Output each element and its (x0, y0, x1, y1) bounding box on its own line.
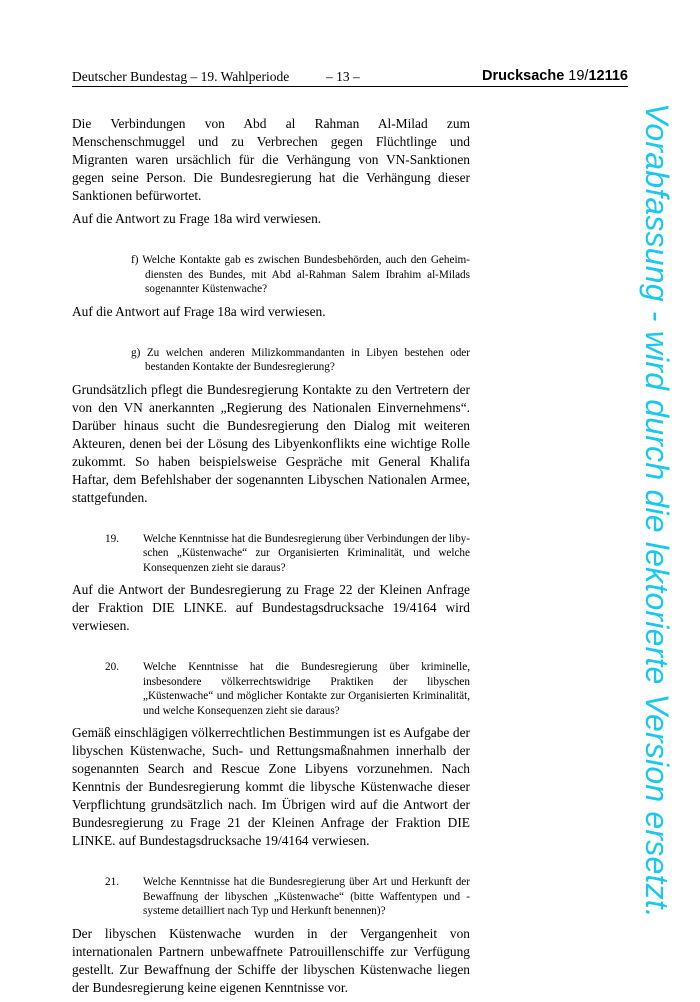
question-g: g) Zu welchen anderen Milizkommandanten in Libyen bestehen oder bestanden Kontakte der Bundesregierung? (131, 346, 470, 373)
header-rule (72, 86, 628, 87)
document-prefix: 19/ (568, 68, 589, 84)
answer-paragraph: Auf die Antwort auf Frage 18a wird verwiesen. (72, 303, 326, 319)
question-19 (105, 532, 470, 576)
question-20 (105, 660, 470, 718)
page-number: – 13 – (326, 69, 360, 84)
watermark-text: Vorabfassung - wird durch die lektorierte Version ersetzt. (638, 102, 675, 918)
question-text: Welche Kenntnisse hat die Bundesregierung über kriminelle, insbesondere völkerrechtswidrige Praktiken der libyschen „Küstenwache“ und möglicher Kontakte zur Organisierten Kriminalität, und welche Konsequenzen zieht sie daraus? (143, 661, 470, 717)
question-text: Welche Kenntnisse hat die Bundesregierung über Verbindungen der libyschen „Küstenwache“ zur Organisierten Kriminalität, und welche Konsequenzen zieht sie daraus? (143, 532, 470, 574)
header-parliament: Deutscher Bundestag – 19. Wahlperiode (72, 69, 290, 84)
answer-paragraph: Grundsätzlich pflegt die Bundesregierung Kontakte zu den Vertretern der von den VN anerkannten „Regierung des Nationalen Einvernehmens“. Darüber hinaus sucht die Bundesregierung den Dialog mit weiteren Akteuren, denen bei der Lösung des Libyenkonflikts eine wichtige Rolle zukommt. So haben beispielsweise Gespräche mit General Khalifa Haftar, dem Befehlshaber der sogenannten Libyschen Nationalen Armee, stattgefunden. (72, 381, 470, 505)
answer-paragraph: Auf die Antwort der Bundesregierung zu Frage 22 der Kleinen Anfrage der Fraktion DIE LINKE. auf Bundestagsdrucksache 19/4164 wird verwiesen. (72, 582, 470, 633)
question-f: f) Welche Kontakte gab es zwischen Bundesbehörden, auch den Geheimdiensten des Bundes, mit Abd al-Rahman Salem Ibrahim al-Milads sogenannter Küstenwache? (131, 254, 470, 295)
answer-paragraph: Gemäß einschlägigen völkerrechtlichen Bestimmungen ist es Aufgabe der libyschen Küstenwache, Such- und Rettungsmaßnahmen innerhalb der sogenannten Search and Rescue Zone Libyens vorzunehmen. Nach Kenntnis der Bundesregierung kommt die libysche Küstenwache dieser Verpflichtung grundsätzlich nach. Im Übrigen wird auf die Antwort der Bundesregierung zu Frage 21 der Kleinen Anfrage der Fraktion DIE LINKE. auf Bundestagsdrucksache 19/4164 verwiesen. (72, 725, 470, 848)
page-header (72, 67, 628, 87)
document-id: 12116 (588, 68, 628, 84)
answer-paragraph: Auf die Antwort zu Frage 18a wird verwiesen. (72, 211, 322, 226)
document-label: Drucksache (482, 68, 565, 84)
answer-paragraph: Die Verbindungen von Abd al Rahman Al-Milad zum Menschenschmuggel und zu Verbrechen gegen Flüchtlinge und Migranten waren ursächlich für die Verhängung von VN-Sanktionen gegen seine Person. Die Bundesregierung hat die Verhängung dieser Sanktionen befürwortet. (72, 116, 470, 203)
question-text: Welche Kenntnisse hat die Bundesregierung über Art und Herkunft der Bewaffnung der libyschen „Küstenwache“ (bitte Waffentypen und -systeme detailliert nach Typ und Herkunft benennen)? (143, 876, 470, 917)
question-number: 21. (105, 876, 119, 888)
document-body (72, 115, 470, 1002)
answer-paragraph: Der libyschen Küstenwache wurden in der Vergangenheit von internationalen Partnern unbewaffnete Patrouillenschiffe zur Verfügung gestellt. Zur Bewaffnung der Schiffe der libyschen Küstenwache liegen der Bundesregierung keine eigenen Kenntnisse vor. (72, 925, 470, 995)
question-number: 19. (105, 532, 119, 545)
question-number: 20. (105, 661, 119, 673)
draft-watermark (616, 102, 696, 918)
document-number (482, 66, 628, 86)
question-21 (105, 875, 470, 919)
